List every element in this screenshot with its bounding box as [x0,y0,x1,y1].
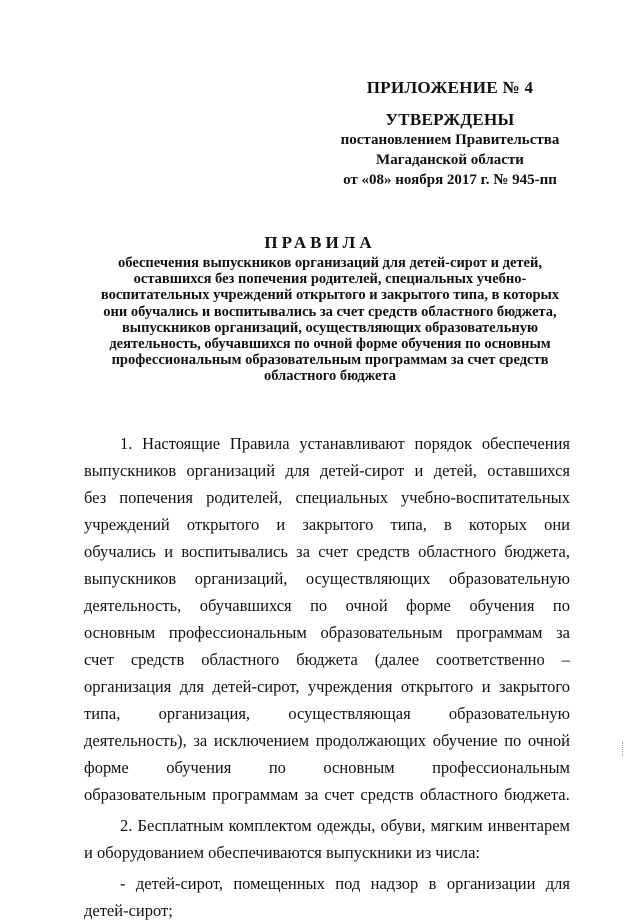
subtitle-line: они обучались и воспитывались за счет средств областного бюджета, [103,303,557,320]
subtitle-line: воспитательных учреждений открытого и закрытого типа, в которых [100,287,560,304]
appendix-number: ПРИЛОЖЕНИЕ № 4 [366,78,534,97]
paragraph-2: 2. Бесплатным комплектом одежды, обуви, мягким инвентарем и оборудованием обеспечиваются выпускники из числа: [84,816,570,862]
list-item-orphans: - детей-сирот, помещенных под надзор в организации для детей-сирот; [84,874,570,920]
approved-heading: УТВЕРЖДЕНЫ [385,110,515,129]
paragraph-1: 1. Настоящие Правила устанавливают порядок обеспечения выпускников организаций для детей-сирот и детей, оставшихся без попечения родителей, специальных учебно-воспитательных учреждений открытого и закрытого типа, в которых они обучались и воспитывались за счет средств областного бюджета, выпускников организаций, осуществляющих образовательную деятельность, обучавшихся по очной форме обучения по основным профессиональным образовательным программам за счет средств областного бюджета (далее соответственно – организация для детей-сирот, учреждения открытого и закрытого типа, организация, осуществляющая образовательную деятельность), за исключением продолжающих обучение по очной форме обучения по основным профессиональным образовательным программам за счет средств областного бюджета. [84,434,570,804]
document-subtitle [90,255,570,385]
resolution-line: постановлением Правительства [340,132,560,148]
subtitle-line: обеспечения выпускников организаций для детей-сирот и детей, [118,255,542,271]
scan-artifact [622,742,625,756]
document-body [84,430,570,924]
subtitle-line: выпускников организаций, осуществляющих образовательную [121,319,539,336]
subtitle-line: оставшихся без попечения родителей, специальных учебно- [133,271,527,288]
document-title: ПРАВИЛА [264,233,376,252]
subtitle-line: деятельность, обучавшихся по очной форме обучения по основным [109,336,551,353]
resolution-date-line: от «08» ноября 2017 г. № 945-пп [343,172,557,188]
resolution-line: Магаданской области [376,152,524,168]
subtitle-line: профессиональным образовательным программам за счет средств [111,352,549,369]
subtitle-line: областного бюджета [264,368,396,385]
